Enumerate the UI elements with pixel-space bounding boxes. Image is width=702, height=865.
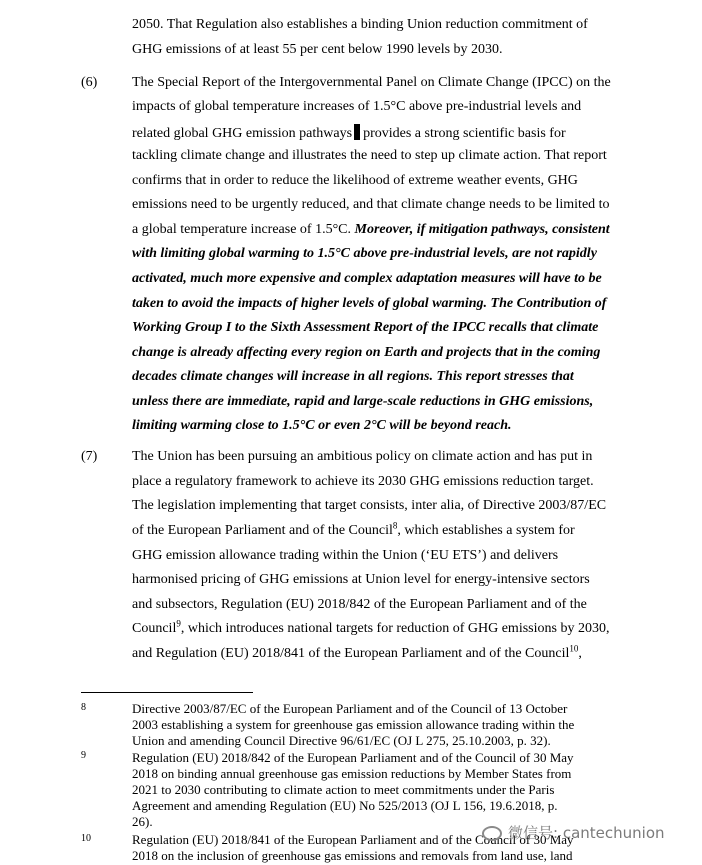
- watermark-text: 微信号: cantechunion: [508, 824, 665, 842]
- text-line: [132, 643, 582, 662]
- text-cursor: [354, 124, 360, 140]
- footnote-line: Regulation (EU) 2018/841 of the European Parliament and of the Council of 30 May: [132, 832, 574, 847]
- bold-italic-line: change is already affecting every region on Earth and projects that in the coming: [132, 345, 601, 360]
- text-line: The Special Report of the Intergovernmental Panel on Climate Change (IPCC) on the: [132, 75, 611, 90]
- footnote-number: 10: [81, 833, 91, 844]
- text-line: harmonised pricing of GHG emissions at Union level for energy-intensive sectors: [132, 572, 590, 587]
- text-line: GHG emissions of at least 55 per cent below 1990 levels by 2030.: [132, 42, 503, 57]
- footnote-line: Directive 2003/87/EC of the European Parliament and of the Council of 13 October: [132, 701, 568, 716]
- text-line: [132, 124, 566, 142]
- footnote-separator: [81, 692, 253, 693]
- bold-italic-line: limiting warming close to 1.5°C or even 2°C will be beyond reach.: [132, 418, 512, 433]
- text-line: confirms that in order to reduce the likelihood of extreme weather events, GHG: [132, 173, 578, 188]
- text-line: The Union has been pursuing an ambitious policy on climate action and has put in: [132, 449, 593, 464]
- bold-italic-line: taken to avoid the impacts of higher levels of global warming. The Contribution of: [132, 296, 607, 311]
- text-line: emissions need to be urgently reduced, and that climate change needs to be limited to: [132, 197, 610, 212]
- text-line: [132, 618, 610, 637]
- footnote-line: Agreement and amending Regulation (EU) No 525/2013 (OJ L 156, 19.6.2018, p.: [132, 798, 558, 813]
- footnote-number: 8: [81, 702, 86, 713]
- text-line: 2050. That Regulation also establishes a binding Union reduction commitment of: [132, 17, 588, 32]
- bold-italic-line: Working Group I to the Sixth Assessment Report of the IPCC recalls that climate: [132, 320, 599, 335]
- footnote-line: 2018 on binding annual greenhouse gas emission reductions by Member States from: [132, 766, 572, 781]
- bold-italic-line: decades climate changes will increase in all regions. This report stresses that: [132, 369, 574, 384]
- footnote-line: 26).: [132, 814, 153, 829]
- bold-italic-line: unless there are immediate, rapid and large-scale reductions in GHG emissions,: [132, 394, 594, 409]
- bold-italic-line: activated, much more expensive and complex adaptation measures will have to be: [132, 271, 602, 286]
- footnote-line: 2021 to 2030 contributing to climate action to meet commitments under the Paris: [132, 782, 555, 797]
- footnote-line: 2018 on the inclusion of greenhouse gas emissions and removals from land use, land: [132, 848, 573, 863]
- text-line: GHG emission allowance trading within the Union (‘EU ETS’) and delivers: [132, 548, 559, 563]
- footnote-line: Union and amending Council Directive 96/61/EC (OJ L 275, 25.10.2003, p. 32).: [132, 733, 551, 748]
- footnote-line: 2003 establishing a system for greenhouse gas emission allowance trading within the: [132, 717, 575, 732]
- text-line: and subsectors, Regulation (EU) 2018/842 of the European Parliament and of the: [132, 597, 587, 612]
- footnote-number: 9: [81, 750, 86, 761]
- watermark: [482, 822, 665, 843]
- footnote-line: Regulation (EU) 2018/842 of the European Parliament and of the Council of 30 May: [132, 750, 574, 765]
- wechat-icon: [482, 826, 502, 841]
- text-line: place a regulatory framework to achieve its 2030 GHG emissions reduction target.: [132, 474, 594, 489]
- text-fragment: a global temperature increase of 1.5°C.: [132, 222, 352, 237]
- text-fragment: ,: [578, 646, 582, 661]
- text-line: [132, 520, 575, 539]
- footnote-ref[interactable]: 10: [569, 643, 579, 654]
- text-fragment: and Regulation (EU) 2018/841 of the European Parliament and of the Council: [132, 646, 570, 661]
- text-line: The legislation implementing that target consists, inter alia, of Directive 2003/87/EC: [132, 498, 607, 513]
- text-fragment: , which establishes a system for: [397, 523, 575, 538]
- text-fragment: of the European Parliament and of the Council: [132, 523, 393, 538]
- footnote-ref[interactable]: 9: [176, 618, 181, 629]
- bold-italic-text: Moreover, if mitigation pathways, consistent: [354, 222, 610, 237]
- bold-italic-line: with limiting global warming to 1.5°C above pre-industrial levels, are not rapidly: [132, 246, 597, 261]
- text-fragment: related global GHG emission pathways: [132, 126, 353, 141]
- paragraph-number: (7): [81, 449, 98, 464]
- footnote-ref[interactable]: 8: [392, 520, 398, 531]
- text-fragment: Council: [132, 621, 177, 636]
- text-line: [132, 222, 610, 238]
- text-fragment: , which introduces national targets for reduction of GHG emissions by 2030,: [180, 621, 610, 636]
- text-line: impacts of global temperature increases of 1.5°C above pre-industrial levels and: [132, 99, 582, 114]
- text-fragment: provides a strong scientific basis for: [363, 126, 566, 141]
- text-line: tackling climate change and illustrates the need to step up climate action. That report: [132, 148, 607, 163]
- paragraph-number: (6): [81, 75, 98, 90]
